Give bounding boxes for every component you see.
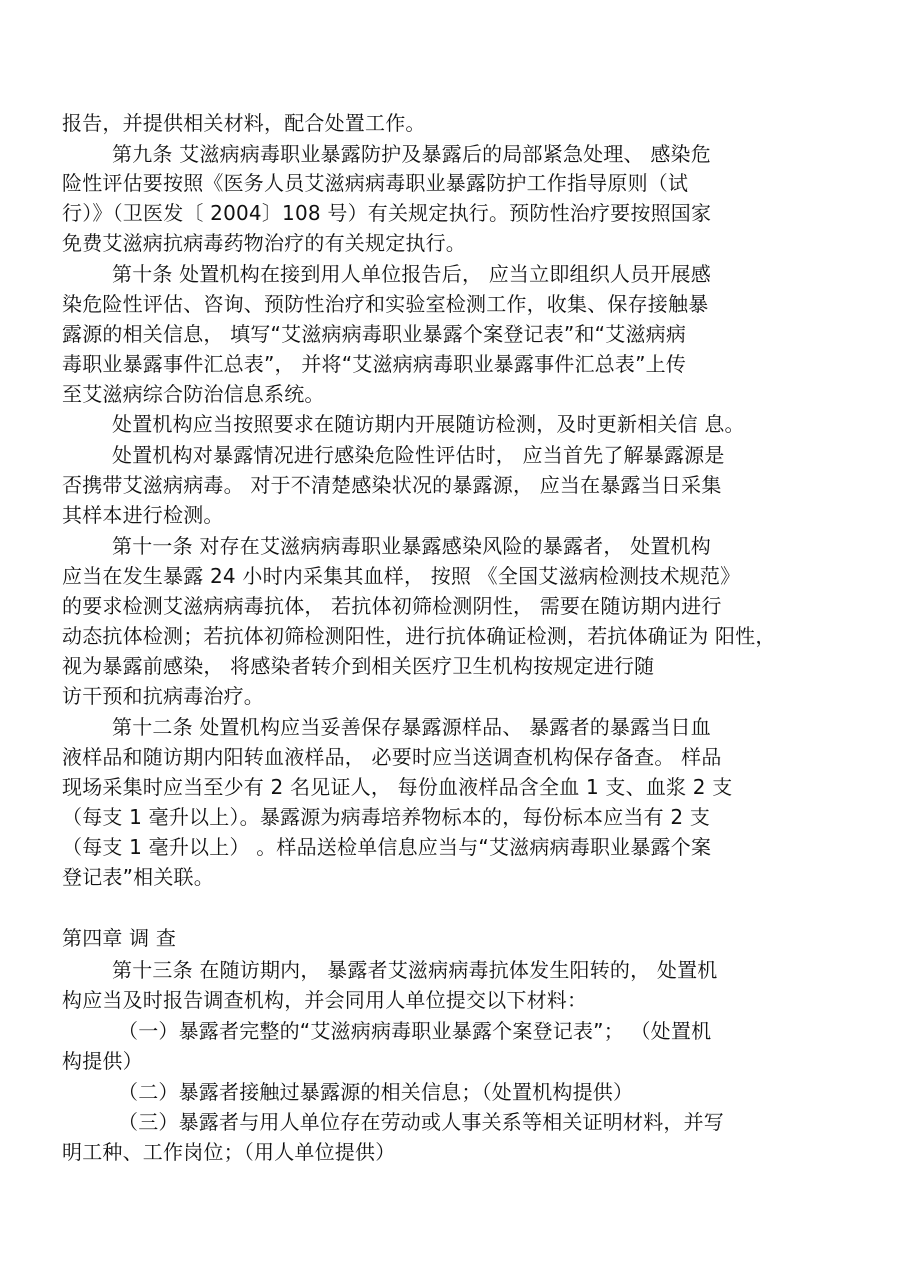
chapter-4-title: 第四章 调 查	[62, 926, 177, 950]
text-line: 报告，并提供相关材料，配合处置工作。	[62, 111, 426, 135]
text-line: 的要求检测艾滋病病毒抗体， 若抗体初筛检测阴性， 需要在随访期内进行	[62, 594, 722, 618]
text-line: 现场采集时应当至少有 2 名见证人， 每份血液样品含全血 1 支、血浆 2 支	[62, 775, 733, 799]
text-line: 露源的相关信息， 填写“艾滋病病毒职业暴露个案登记表”和“艾滋病病	[62, 322, 687, 346]
article-11-heading: 第十一条 对存在艾滋病病毒职业暴露感染风险的暴露者， 处置机构	[112, 534, 711, 558]
text-line: 液样品和随访期内阳转血液样品， 必要时应当送调查机构保存备查。 样品	[62, 745, 722, 769]
paragraph-line: 处置机构应当按照要求在随访期内开展随访检测，及时更新相关信 息。	[112, 412, 745, 436]
text-line: 至艾滋病综合防治信息系统。	[62, 382, 325, 406]
text-line: 访干预和抗病毒治疗。	[62, 684, 264, 708]
text-line: 毒职业暴露事件汇总表”， 并将“艾滋病病毒职业暴露事件汇总表”上传	[62, 352, 687, 376]
list-item-1: （一）暴露者完整的“艾滋病病毒职业暴露个案登记表”； （处置机	[118, 1019, 712, 1043]
article-12-heading: 第十二条 处置机构应当妥善保存暴露源样品、 暴露者的暴露当日血	[112, 715, 711, 739]
article-10-heading: 第十条 处置机构在接到用人单位报告后， 应当立即组织人员开展感	[112, 262, 711, 286]
text-line: 险性评估要按照《医务人员艾滋病病毒职业暴露防护工作指导原则（试	[62, 171, 689, 195]
text-line: 染危险性评估、咨询、预防性治疗和实验室检测工作，收集、保存接触暴	[62, 292, 709, 316]
text-line: 否携带艾滋病病毒。 对于不清楚感染状况的暴露源， 应当在暴露当日采集	[62, 473, 722, 497]
paragraph-line: 处置机构对暴露情况进行感染危险性评估时， 应当首先了解暴露源是	[112, 443, 725, 467]
text-line: 明工种、工作岗位；（用人单位提供）	[62, 1140, 396, 1164]
list-item-3: （三）暴露者与用人单位存在劳动或人事关系等相关证明材料，并写	[118, 1110, 724, 1134]
text-line: 行）》（卫医发〔 2004〕108 号）有关规定执行。预防性治疗要按照国家	[62, 201, 712, 225]
text-line: 视为暴露前感染， 将感染者转介到相关医疗卫生机构按规定进行随	[62, 654, 655, 678]
text-line: 其样本进行检测。	[62, 503, 224, 527]
text-line: （每支 1 毫升以上）。暴露源为病毒培养物标本的，每份标本应当有 2 支	[62, 805, 711, 829]
text-line: 动态抗体检测；若抗体初筛检测阳性，进行抗体确证检测，若抗体确证为 阳性，	[62, 624, 776, 648]
list-item-2: （二）暴露者接触过暴露源的相关信息；（处置机构提供）	[118, 1080, 634, 1104]
text-line: 免费艾滋病抗病毒药物治疗的有关规定执行。	[62, 231, 466, 255]
article-9-heading: 第九条 艾滋病病毒职业暴露防护及暴露后的局部紧急处理、 感染危	[112, 142, 711, 166]
text-line: （每支 1 毫升以上） 。样品送检单信息应当与“艾滋病病毒职业暴露个案	[62, 835, 712, 859]
text-line: 应当在发生暴露 24 小时内采集其血样， 按照 《全国艾滋病检测技术规范》	[62, 564, 741, 588]
text-line: 构提供）	[62, 1049, 143, 1073]
text-line: 构应当及时报告调查机构，并会同用人单位提交以下材料：	[62, 988, 588, 1012]
article-13-heading: 第十三条 在随访期内， 暴露者艾滋病病毒抗体发生阳转的， 处置机	[112, 958, 718, 982]
text-line: 登记表”相关联。	[62, 865, 214, 889]
